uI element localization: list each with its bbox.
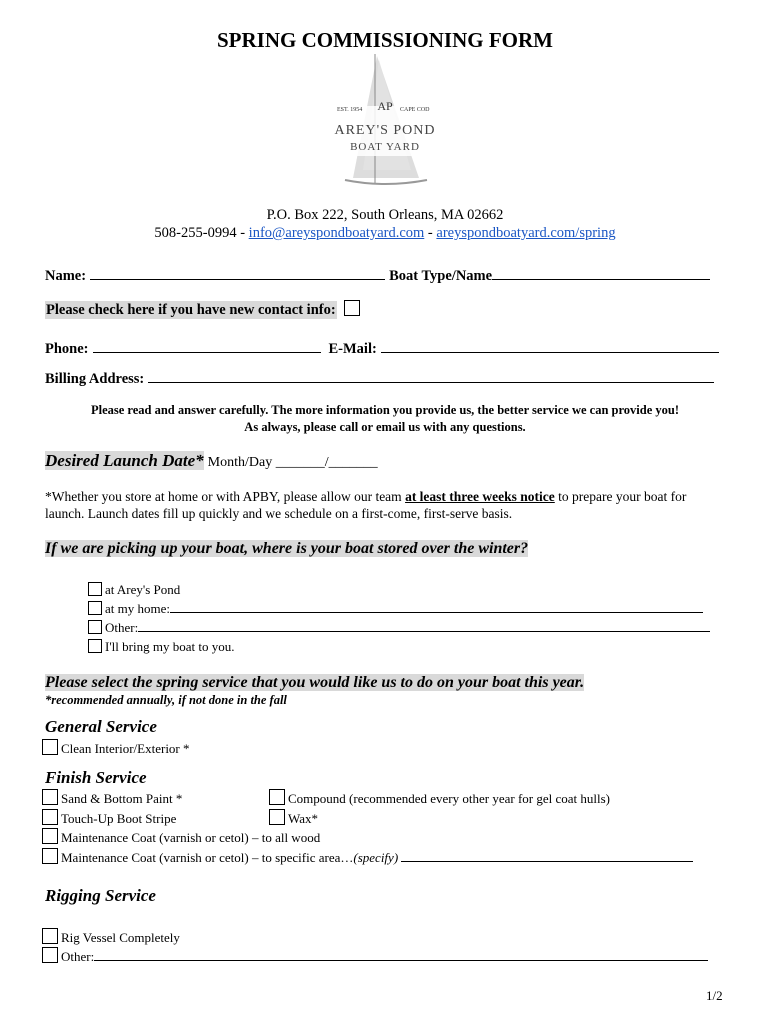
- contact-line: [0, 224, 770, 242]
- specific-area-field[interactable]: [401, 849, 693, 862]
- finish-item[interactable]: [269, 791, 610, 806]
- launch-note-text: to prepare your boat for launch. Launch dates fill up quickly and we schedule on a first-come, first-serve basis.: [45, 489, 687, 521]
- other-rigging-field[interactable]: [94, 948, 708, 961]
- instructions-line-2: As always, please call or email us with any questions.: [244, 420, 526, 434]
- new-contact-checkbox[interactable]: [344, 300, 360, 316]
- logo-sub: BOAT YARD: [350, 141, 420, 153]
- name-row: [45, 265, 725, 285]
- checkbox[interactable]: [269, 789, 285, 805]
- item-label: Sand & Bottom Paint *: [61, 791, 183, 806]
- item-label: Compound (recommended every other year for gel coat hulls): [288, 791, 610, 806]
- phone-field[interactable]: [93, 338, 321, 353]
- item-label: Rig Vessel Completely: [61, 930, 180, 945]
- instructions-line-1: Please read and answer carefully. The more information you provide us, the better service we can provide you!: [90, 403, 680, 417]
- storage-option-label: Other:: [105, 620, 139, 635]
- finish-row: [42, 789, 722, 809]
- checkbox[interactable]: [269, 809, 285, 825]
- finish-item[interactable]: [42, 848, 722, 868]
- launch-note: [45, 488, 725, 522]
- storage-option[interactable]: [88, 580, 718, 599]
- billing-row: [45, 368, 725, 388]
- storage-option[interactable]: [88, 599, 718, 618]
- general-service-heading: General Service: [45, 717, 157, 736]
- separator: -: [240, 225, 246, 241]
- rigging-service-items: [42, 928, 722, 966]
- checkbox[interactable]: [88, 601, 102, 615]
- phone-label: Phone:: [45, 341, 89, 357]
- boat-field[interactable]: [492, 265, 710, 280]
- checkbox[interactable]: [88, 639, 102, 653]
- form-title: SPRING COMMISSIONING FORM: [216, 28, 553, 52]
- email-field[interactable]: [381, 338, 719, 353]
- website-link[interactable]: areyspondboatyard.com/spring: [436, 225, 616, 241]
- checkbox[interactable]: [88, 620, 102, 634]
- item-label: Clean Interior/Exterior *: [61, 741, 190, 756]
- name-field[interactable]: [90, 265, 385, 280]
- storage-heading: If we are picking up your boat, where is your boat stored over the winter?: [45, 540, 529, 557]
- storage-options: [88, 580, 718, 656]
- checkbox[interactable]: [42, 789, 58, 805]
- phone-row: [45, 338, 725, 358]
- finish-row: [42, 809, 722, 829]
- checkbox[interactable]: [42, 947, 58, 963]
- logo-mark: AP: [377, 99, 393, 113]
- other-storage-field[interactable]: [138, 619, 710, 632]
- logo-est: EST. 1954: [337, 107, 363, 113]
- instructions: [0, 402, 770, 436]
- launch-heading: Desired Launch Date*: [45, 451, 204, 470]
- page-number: 1/2: [706, 988, 723, 1003]
- home-address-field[interactable]: [170, 600, 703, 613]
- service-heading-wrap: [45, 674, 584, 692]
- finish-item[interactable]: [42, 809, 269, 829]
- finish-service-items: [42, 789, 722, 867]
- rigging-item[interactable]: [42, 928, 722, 947]
- launch-month-day[interactable]: Month/Day _______/_______: [207, 455, 378, 470]
- item-label: Maintenance Coat (varnish or cetol) – to all wood: [61, 830, 321, 845]
- item-label: Maintenance Coat (varnish or cetol) – to specific area…: [61, 849, 354, 865]
- separator: -: [427, 225, 433, 241]
- service-heading: Please select the spring service that you would like us to do on your boat this year.: [45, 674, 585, 691]
- general-service-item[interactable]: [42, 739, 190, 757]
- new-contact-row: [45, 300, 363, 319]
- item-label: Touch-Up Boot Stripe: [61, 810, 177, 826]
- storage-heading-wrap: [45, 540, 528, 558]
- checkbox[interactable]: [42, 809, 58, 825]
- email-link[interactable]: info@areyspondboatyard.com: [248, 225, 425, 241]
- logo-place: CAPE COD: [400, 107, 430, 113]
- storage-option-label: at my home:: [105, 601, 170, 616]
- storage-option[interactable]: [88, 637, 718, 656]
- finish-item[interactable]: [42, 828, 722, 848]
- launch-note-emphasis: at least three weeks notice: [405, 489, 555, 504]
- contact-block: [0, 206, 770, 242]
- name-label: Name:: [45, 268, 87, 284]
- phone: 508-255-0994: [154, 225, 237, 241]
- billing-label: Billing Address:: [45, 371, 145, 387]
- storage-option-label: I'll bring my boat to you.: [105, 639, 235, 654]
- billing-field[interactable]: [148, 368, 714, 383]
- storage-option-label: at Arey's Pond: [105, 582, 181, 597]
- email-label: E-Mail:: [328, 341, 377, 357]
- logo-name: AREY'S POND: [334, 123, 436, 138]
- logo: [0, 50, 770, 190]
- boat-label: Boat Type/Name: [389, 268, 493, 284]
- service-note: *recommended annually, if not done in the fall: [45, 693, 287, 707]
- item-label: Other:: [61, 949, 95, 964]
- checkbox[interactable]: [42, 828, 58, 844]
- address: P.O. Box 222, South Orleans, MA 02662: [266, 207, 504, 223]
- launch-row: [45, 451, 378, 471]
- finish-item[interactable]: [269, 811, 318, 826]
- checkbox[interactable]: [42, 848, 58, 864]
- item-label: Wax*: [288, 810, 318, 826]
- specify-label: (specify): [353, 849, 399, 865]
- storage-option[interactable]: [88, 618, 718, 637]
- checkbox[interactable]: [88, 582, 102, 596]
- new-contact-label: Please check here if you have new contact info:: [46, 302, 336, 318]
- launch-note-text: *Whether you store at home or with APBY, please allow our team: [45, 489, 406, 504]
- finish-service-heading: Finish Service: [45, 768, 147, 787]
- finish-item[interactable]: [42, 789, 269, 809]
- rigging-service-heading: Rigging Service: [45, 886, 156, 905]
- checkbox[interactable]: [42, 739, 58, 755]
- checkbox[interactable]: [42, 928, 58, 944]
- rigging-item[interactable]: [42, 947, 722, 966]
